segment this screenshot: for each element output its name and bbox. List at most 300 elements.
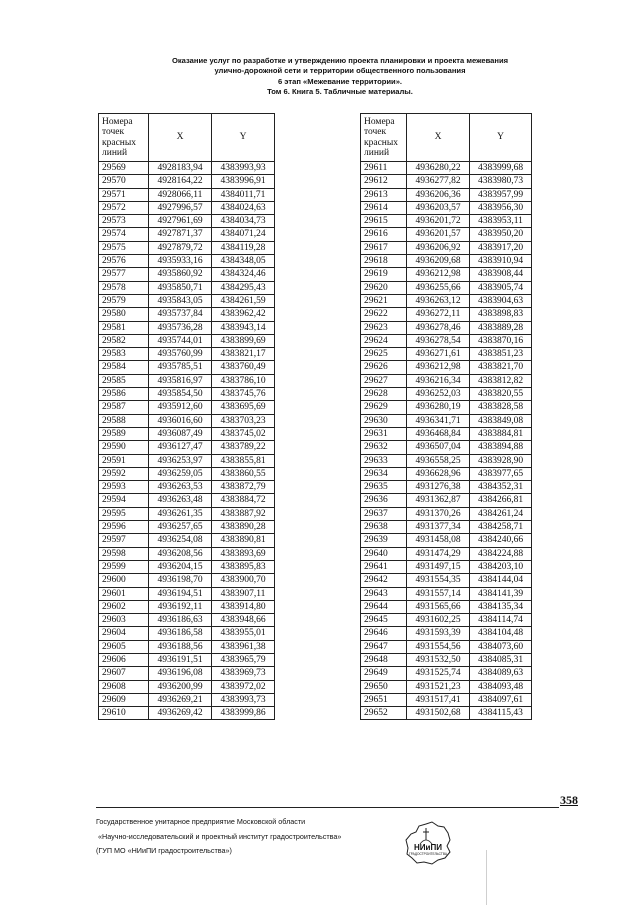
x-coordinate-cell: 4936209,68 xyxy=(407,255,470,268)
point-number-cell: 29651 xyxy=(361,693,407,706)
table-row xyxy=(361,481,532,494)
y-coordinate-cell: 4383908,44 xyxy=(470,268,532,281)
table-row xyxy=(99,614,275,627)
point-number-cell: 29569 xyxy=(99,162,149,175)
point-number-cell: 29611 xyxy=(361,162,407,175)
table-row xyxy=(99,334,275,347)
x-coordinate-cell: 4931517,41 xyxy=(407,693,470,706)
table-row xyxy=(99,361,275,374)
x-coordinate-cell: 4935933,16 xyxy=(149,255,212,268)
table-row xyxy=(361,521,532,534)
y-coordinate-cell: 4383820,55 xyxy=(470,388,532,401)
x-coordinate-cell: 4936203,57 xyxy=(407,201,470,214)
table-row xyxy=(361,560,532,573)
point-number-cell: 29586 xyxy=(99,388,149,401)
x-coordinate-cell: 4936263,53 xyxy=(149,481,212,494)
table-row xyxy=(361,547,532,560)
y-coordinate-cell: 4383980,73 xyxy=(470,175,532,188)
y-coordinate-cell: 4383957,99 xyxy=(470,188,532,201)
y-coordinate-cell: 4384119,28 xyxy=(212,241,275,254)
table-row xyxy=(99,627,275,640)
table-row xyxy=(361,215,532,228)
y-coordinate-cell: 4384144,04 xyxy=(470,574,532,587)
point-number-cell: 29626 xyxy=(361,361,407,374)
point-number-cell: 29592 xyxy=(99,467,149,480)
footer-line-1: Государственное унитарное предприятие Московской области xyxy=(96,817,306,826)
point-number-cell: 29594 xyxy=(99,494,149,507)
point-number-cell: 29570 xyxy=(99,175,149,188)
header-x: X xyxy=(149,114,212,162)
table-row xyxy=(99,467,275,480)
table-row xyxy=(99,294,275,307)
point-number-cell: 29595 xyxy=(99,507,149,520)
table-row xyxy=(361,667,532,680)
point-number-cell: 29597 xyxy=(99,534,149,547)
y-coordinate-cell: 4383890,28 xyxy=(212,521,275,534)
y-coordinate-cell: 4384348,05 xyxy=(212,255,275,268)
table-row xyxy=(361,188,532,201)
table-row xyxy=(99,707,275,720)
x-coordinate-cell: 4936280,19 xyxy=(407,401,470,414)
y-coordinate-cell: 4383955,01 xyxy=(212,627,275,640)
point-number-cell: 29634 xyxy=(361,467,407,480)
x-coordinate-cell: 4931565,66 xyxy=(407,600,470,613)
x-coordinate-cell: 4936206,92 xyxy=(407,241,470,254)
table-row xyxy=(99,560,275,573)
table-header-row xyxy=(99,114,275,162)
point-number-cell: 29632 xyxy=(361,441,407,454)
header-x: X xyxy=(407,114,470,162)
y-coordinate-cell: 4383898,83 xyxy=(470,308,532,321)
x-coordinate-cell: 4936341,71 xyxy=(407,414,470,427)
x-coordinate-cell: 4935760,99 xyxy=(149,348,212,361)
y-coordinate-cell: 4384089,63 xyxy=(470,667,532,680)
table-row xyxy=(99,441,275,454)
y-coordinate-cell: 4384266,81 xyxy=(470,494,532,507)
coordinates-table-right xyxy=(360,113,532,720)
point-number-cell: 29610 xyxy=(99,707,149,720)
y-coordinate-cell: 4383999,86 xyxy=(212,707,275,720)
point-number-cell: 29574 xyxy=(99,228,149,241)
table-row xyxy=(99,534,275,547)
point-number-cell: 29596 xyxy=(99,521,149,534)
point-number-cell: 29609 xyxy=(99,693,149,706)
table-row xyxy=(361,707,532,720)
table-row xyxy=(99,653,275,666)
table-row xyxy=(99,454,275,467)
table-row xyxy=(99,640,275,653)
table-row xyxy=(361,334,532,347)
table-row xyxy=(361,268,532,281)
point-number-cell: 29641 xyxy=(361,560,407,573)
table-row xyxy=(361,587,532,600)
y-coordinate-cell: 4383855,81 xyxy=(212,454,275,467)
y-coordinate-cell: 4384104,48 xyxy=(470,627,532,640)
footer-line-3: (ГУП МО «НИиПИ градостроительства») xyxy=(96,846,232,855)
table-row xyxy=(361,640,532,653)
table-row xyxy=(361,653,532,666)
y-coordinate-cell: 4384261,59 xyxy=(212,294,275,307)
point-number-cell: 29583 xyxy=(99,348,149,361)
table-row xyxy=(99,268,275,281)
point-number-cell: 29579 xyxy=(99,294,149,307)
x-coordinate-cell: 4931532,50 xyxy=(407,653,470,666)
table-row xyxy=(361,627,532,640)
x-coordinate-cell: 4931377,34 xyxy=(407,521,470,534)
x-coordinate-cell: 4936507,04 xyxy=(407,441,470,454)
table-row xyxy=(99,481,275,494)
point-number-cell: 29633 xyxy=(361,454,407,467)
point-number-cell: 29588 xyxy=(99,414,149,427)
y-coordinate-cell: 4383695,69 xyxy=(212,401,275,414)
x-coordinate-cell: 4936186,58 xyxy=(149,627,212,640)
point-number-cell: 29605 xyxy=(99,640,149,653)
y-coordinate-cell: 4383943,14 xyxy=(212,321,275,334)
logo-subtext: ГРАДОСТРОИТЕЛЬСТВА xyxy=(409,852,447,856)
x-coordinate-cell: 4936263,12 xyxy=(407,294,470,307)
y-coordinate-cell: 4384135,34 xyxy=(470,600,532,613)
point-number-cell: 29644 xyxy=(361,600,407,613)
point-number-cell: 29575 xyxy=(99,241,149,254)
point-number-cell: 29617 xyxy=(361,241,407,254)
point-number-cell: 29636 xyxy=(361,494,407,507)
x-coordinate-cell: 4936191,51 xyxy=(149,653,212,666)
table-row xyxy=(361,162,532,175)
x-coordinate-cell: 4936194,51 xyxy=(149,587,212,600)
y-coordinate-cell: 4383961,38 xyxy=(212,640,275,653)
x-coordinate-cell: 4931276,38 xyxy=(407,481,470,494)
y-coordinate-cell: 4384097,61 xyxy=(470,693,532,706)
logo-text: НИиПИ xyxy=(414,843,442,852)
x-coordinate-cell: 4936261,35 xyxy=(149,507,212,520)
table-row xyxy=(99,574,275,587)
y-coordinate-cell: 4383993,93 xyxy=(212,162,275,175)
point-number-cell: 29587 xyxy=(99,401,149,414)
y-coordinate-cell: 4383948,66 xyxy=(212,614,275,627)
table-row xyxy=(361,321,532,334)
point-number-cell: 29600 xyxy=(99,574,149,587)
y-coordinate-cell: 4383899,69 xyxy=(212,334,275,347)
x-coordinate-cell: 4935854,50 xyxy=(149,388,212,401)
y-coordinate-cell: 4383996,91 xyxy=(212,175,275,188)
point-number-cell: 29602 xyxy=(99,600,149,613)
x-coordinate-cell: 4936201,72 xyxy=(407,215,470,228)
table-row xyxy=(99,587,275,600)
point-number-cell: 29631 xyxy=(361,427,407,440)
point-number-cell: 29646 xyxy=(361,627,407,640)
point-number-cell: 29616 xyxy=(361,228,407,241)
y-coordinate-cell: 4383900,70 xyxy=(212,574,275,587)
table-row xyxy=(99,241,275,254)
y-coordinate-cell: 4384073,60 xyxy=(470,640,532,653)
point-number-cell: 29623 xyxy=(361,321,407,334)
footer-divider xyxy=(96,807,559,808)
x-coordinate-cell: 4936269,21 xyxy=(149,693,212,706)
y-coordinate-cell: 4383851,23 xyxy=(470,348,532,361)
table-row xyxy=(99,188,275,201)
y-coordinate-cell: 4384071,24 xyxy=(212,228,275,241)
y-coordinate-cell: 4384011,71 xyxy=(212,188,275,201)
y-coordinate-cell: 4383893,69 xyxy=(212,547,275,560)
scan-artifact-line xyxy=(486,850,487,905)
x-coordinate-cell: 4936186,63 xyxy=(149,614,212,627)
y-coordinate-cell: 4383887,92 xyxy=(212,507,275,520)
y-coordinate-cell: 4384024,63 xyxy=(212,201,275,214)
y-coordinate-cell: 4383789,22 xyxy=(212,441,275,454)
y-coordinate-cell: 4383969,73 xyxy=(212,667,275,680)
table-row xyxy=(361,348,532,361)
y-coordinate-cell: 4384261,24 xyxy=(470,507,532,520)
point-number-cell: 29649 xyxy=(361,667,407,680)
y-coordinate-cell: 4383872,79 xyxy=(212,481,275,494)
x-coordinate-cell: 4927996,57 xyxy=(149,201,212,214)
point-number-cell: 29621 xyxy=(361,294,407,307)
point-number-cell: 29620 xyxy=(361,281,407,294)
y-coordinate-cell: 4383965,79 xyxy=(212,653,275,666)
y-coordinate-cell: 4383828,58 xyxy=(470,401,532,414)
table-row xyxy=(99,427,275,440)
y-coordinate-cell: 4383786,10 xyxy=(212,374,275,387)
table-row xyxy=(361,241,532,254)
table-row xyxy=(99,401,275,414)
point-number-cell: 29635 xyxy=(361,481,407,494)
point-number-cell: 29614 xyxy=(361,201,407,214)
y-coordinate-cell: 4383760,49 xyxy=(212,361,275,374)
x-coordinate-cell: 4936280,22 xyxy=(407,162,470,175)
x-coordinate-cell: 4931554,56 xyxy=(407,640,470,653)
x-coordinate-cell: 4931593,39 xyxy=(407,627,470,640)
point-number-cell: 29604 xyxy=(99,627,149,640)
point-number-cell: 29639 xyxy=(361,534,407,547)
x-coordinate-cell: 4936016,60 xyxy=(149,414,212,427)
x-coordinate-cell: 4936188,56 xyxy=(149,640,212,653)
x-coordinate-cell: 4936271,61 xyxy=(407,348,470,361)
x-coordinate-cell: 4935785,51 xyxy=(149,361,212,374)
y-coordinate-cell: 4383890,81 xyxy=(212,534,275,547)
point-number-cell: 29619 xyxy=(361,268,407,281)
point-number-cell: 29584 xyxy=(99,361,149,374)
coordinates-table-left xyxy=(98,113,275,720)
x-coordinate-cell: 4935816,97 xyxy=(149,374,212,387)
point-number-cell: 29590 xyxy=(99,441,149,454)
x-coordinate-cell: 4931602,25 xyxy=(407,614,470,627)
point-number-cell: 29647 xyxy=(361,640,407,653)
table-row xyxy=(361,228,532,241)
table-row xyxy=(99,547,275,560)
y-coordinate-cell: 4383907,11 xyxy=(212,587,275,600)
x-coordinate-cell: 4936196,08 xyxy=(149,667,212,680)
y-coordinate-cell: 4383999,68 xyxy=(470,162,532,175)
y-coordinate-cell: 4384141,39 xyxy=(470,587,532,600)
x-coordinate-cell: 4936468,84 xyxy=(407,427,470,440)
x-coordinate-cell: 4936208,56 xyxy=(149,547,212,560)
table-row xyxy=(99,228,275,241)
y-coordinate-cell: 4383904,63 xyxy=(470,294,532,307)
x-coordinate-cell: 4935843,05 xyxy=(149,294,212,307)
y-coordinate-cell: 4383962,42 xyxy=(212,308,275,321)
y-coordinate-cell: 4383953,11 xyxy=(470,215,532,228)
x-coordinate-cell: 4936212,98 xyxy=(407,361,470,374)
point-number-cell: 29645 xyxy=(361,614,407,627)
x-coordinate-cell: 4936127,47 xyxy=(149,441,212,454)
table-row xyxy=(99,321,275,334)
y-coordinate-cell: 4383894,88 xyxy=(470,441,532,454)
y-coordinate-cell: 4384240,66 xyxy=(470,534,532,547)
point-number-cell: 29643 xyxy=(361,587,407,600)
table-row xyxy=(361,414,532,427)
point-number-cell: 29652 xyxy=(361,707,407,720)
x-coordinate-cell: 4931362,87 xyxy=(407,494,470,507)
table-row xyxy=(361,680,532,693)
header-line-2: улично-дорожной сети и территории общественного пользования xyxy=(214,66,466,76)
x-coordinate-cell: 4936255,66 xyxy=(407,281,470,294)
y-coordinate-cell: 4383870,16 xyxy=(470,334,532,347)
y-coordinate-cell: 4383884,72 xyxy=(212,494,275,507)
table-row xyxy=(361,693,532,706)
x-coordinate-cell: 4931370,26 xyxy=(407,507,470,520)
x-coordinate-cell: 4936263,48 xyxy=(149,494,212,507)
point-number-cell: 29572 xyxy=(99,201,149,214)
y-coordinate-cell: 4383860,55 xyxy=(212,467,275,480)
x-coordinate-cell: 4936253,97 xyxy=(149,454,212,467)
x-coordinate-cell: 4928066,11 xyxy=(149,188,212,201)
x-coordinate-cell: 4928183,94 xyxy=(149,162,212,175)
x-coordinate-cell: 4931525,74 xyxy=(407,667,470,680)
table-row xyxy=(99,388,275,401)
page-number: 358 xyxy=(560,793,578,807)
point-number-cell: 29648 xyxy=(361,653,407,666)
x-coordinate-cell: 4931521,23 xyxy=(407,680,470,693)
table-row xyxy=(361,600,532,613)
point-number-cell: 29650 xyxy=(361,680,407,693)
x-coordinate-cell: 4927961,69 xyxy=(149,215,212,228)
table-row xyxy=(99,414,275,427)
y-coordinate-cell: 4383956,30 xyxy=(470,201,532,214)
header-line-4: Том 6. Книга 5. Табличные материалы. xyxy=(267,87,413,97)
table-row xyxy=(99,308,275,321)
point-number-cell: 29640 xyxy=(361,547,407,560)
point-number-cell: 29589 xyxy=(99,427,149,440)
point-number-cell: 29582 xyxy=(99,334,149,347)
table-row xyxy=(99,374,275,387)
y-coordinate-cell: 4384114,74 xyxy=(470,614,532,627)
y-coordinate-cell: 4383977,65 xyxy=(470,467,532,480)
point-number-cell: 29573 xyxy=(99,215,149,228)
table-row xyxy=(361,361,532,374)
table-row xyxy=(99,162,275,175)
y-coordinate-cell: 4383917,20 xyxy=(470,241,532,254)
x-coordinate-cell: 4936558,25 xyxy=(407,454,470,467)
table-row xyxy=(361,534,532,547)
header-line-3: 6 этап «Межевание территории». xyxy=(277,76,403,86)
x-coordinate-cell: 4936212,98 xyxy=(407,268,470,281)
x-coordinate-cell: 4935744,01 xyxy=(149,334,212,347)
x-coordinate-cell: 4936278,46 xyxy=(407,321,470,334)
point-number-cell: 29578 xyxy=(99,281,149,294)
point-number-cell: 29638 xyxy=(361,521,407,534)
header-line-1: Оказание услуг по разработке и утверждению проекта планировки и проекта межевания xyxy=(171,56,509,65)
x-coordinate-cell: 4931557,14 xyxy=(407,587,470,600)
y-coordinate-cell: 4384093,48 xyxy=(470,680,532,693)
table-row xyxy=(99,348,275,361)
y-coordinate-cell: 4383812,82 xyxy=(470,374,532,387)
x-coordinate-cell: 4936087,49 xyxy=(149,427,212,440)
y-coordinate-cell: 4384115,43 xyxy=(470,707,532,720)
point-number-cell: 29571 xyxy=(99,188,149,201)
table-row xyxy=(99,521,275,534)
y-coordinate-cell: 4384085,31 xyxy=(470,653,532,666)
point-number-cell: 29599 xyxy=(99,560,149,573)
y-coordinate-cell: 4383993,73 xyxy=(212,693,275,706)
x-coordinate-cell: 4936204,15 xyxy=(149,560,212,573)
x-coordinate-cell: 4935912,60 xyxy=(149,401,212,414)
table-row xyxy=(361,427,532,440)
x-coordinate-cell: 4931458,08 xyxy=(407,534,470,547)
x-coordinate-cell: 4936206,36 xyxy=(407,188,470,201)
point-number-cell: 29613 xyxy=(361,188,407,201)
x-coordinate-cell: 4936269,42 xyxy=(149,707,212,720)
x-coordinate-cell: 4935736,28 xyxy=(149,321,212,334)
table-row xyxy=(99,507,275,520)
point-number-cell: 29581 xyxy=(99,321,149,334)
point-number-cell: 29622 xyxy=(361,308,407,321)
table-row xyxy=(361,175,532,188)
x-coordinate-cell: 4936201,57 xyxy=(407,228,470,241)
table-row xyxy=(361,401,532,414)
y-coordinate-cell: 4384034,73 xyxy=(212,215,275,228)
table-row xyxy=(361,494,532,507)
x-coordinate-cell: 4936257,65 xyxy=(149,521,212,534)
x-coordinate-cell: 4936278,54 xyxy=(407,334,470,347)
y-coordinate-cell: 4383889,28 xyxy=(470,321,532,334)
table-row xyxy=(361,201,532,214)
x-coordinate-cell: 4936200,99 xyxy=(149,680,212,693)
y-coordinate-cell: 4383884,81 xyxy=(470,427,532,440)
x-coordinate-cell: 4928164,22 xyxy=(149,175,212,188)
point-number-cell: 29607 xyxy=(99,667,149,680)
table-row xyxy=(361,507,532,520)
document-footer xyxy=(96,815,341,859)
x-coordinate-cell: 4927871,37 xyxy=(149,228,212,241)
table-row xyxy=(361,294,532,307)
table-body-right xyxy=(361,162,532,720)
table-row xyxy=(99,281,275,294)
table-row xyxy=(361,255,532,268)
x-coordinate-cell: 4927879,72 xyxy=(149,241,212,254)
point-number-cell: 29637 xyxy=(361,507,407,520)
x-coordinate-cell: 4931474,29 xyxy=(407,547,470,560)
point-number-cell: 29580 xyxy=(99,308,149,321)
x-coordinate-cell: 4936259,05 xyxy=(149,467,212,480)
header-point-number: Номера точек красных линий xyxy=(99,114,149,162)
point-number-cell: 29612 xyxy=(361,175,407,188)
point-number-cell: 29628 xyxy=(361,388,407,401)
table-row xyxy=(99,680,275,693)
x-coordinate-cell: 4935860,92 xyxy=(149,268,212,281)
point-number-cell: 29603 xyxy=(99,614,149,627)
moscow-region-logo-icon xyxy=(402,818,454,868)
y-coordinate-cell: 4384295,43 xyxy=(212,281,275,294)
point-number-cell: 29577 xyxy=(99,268,149,281)
y-coordinate-cell: 4384352,31 xyxy=(470,481,532,494)
table-row xyxy=(361,574,532,587)
point-number-cell: 29625 xyxy=(361,348,407,361)
x-coordinate-cell: 4936216,34 xyxy=(407,374,470,387)
y-coordinate-cell: 4383821,17 xyxy=(212,348,275,361)
point-number-cell: 29598 xyxy=(99,547,149,560)
x-coordinate-cell: 4936254,08 xyxy=(149,534,212,547)
y-coordinate-cell: 4384224,88 xyxy=(470,547,532,560)
